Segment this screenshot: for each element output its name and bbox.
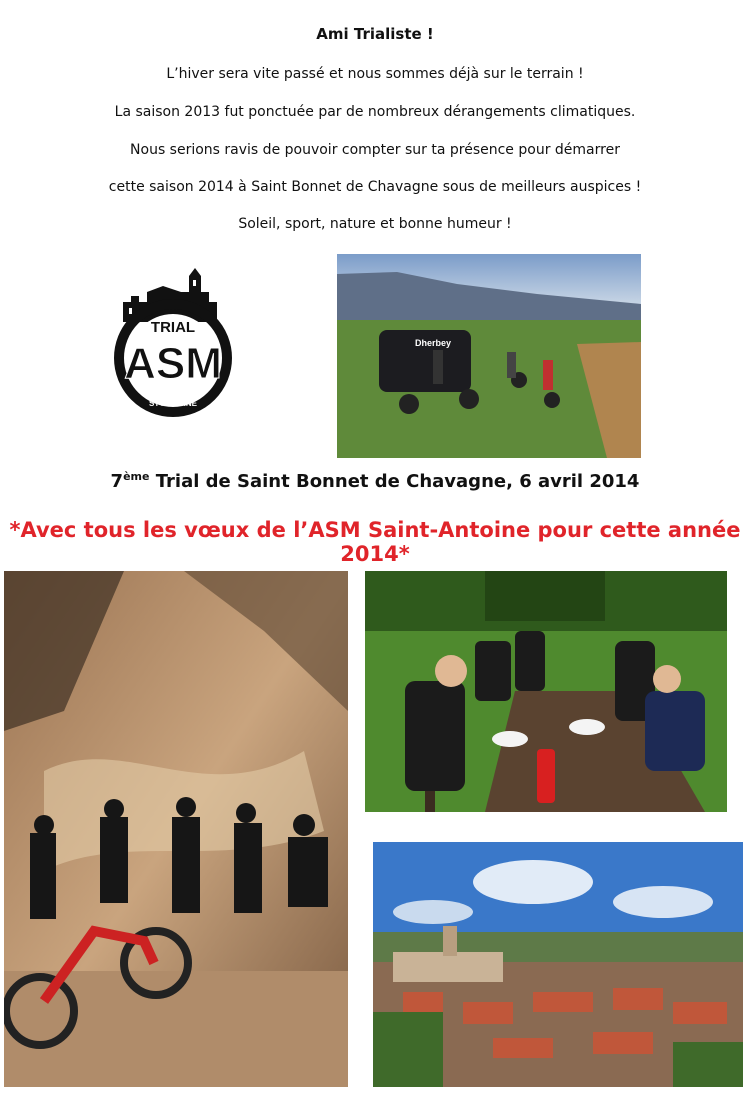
- picnic-table-photo: [365, 571, 727, 812]
- van-lettering: Dherbey: [415, 338, 452, 348]
- event-number: 7: [110, 471, 124, 492]
- letter-line: Soleil, sport, nature et bonne humeur !: [238, 216, 512, 232]
- logo-st-antoine-text: ST ANTOINE: [148, 399, 198, 408]
- letter-line: La saison 2013 fut ponctuée par de nombreux dérangements climatiques.: [114, 104, 636, 120]
- logo-asm-text: ASM: [124, 339, 222, 388]
- wishes-banner: *Avec tous les vœux de l’ASM Saint-Antoine pour cette année 2014*: [9, 518, 741, 566]
- event-title: [0, 470, 750, 492]
- letter-line: Nous serions ravis de pouvoir compter sur ta présence pour démarrer: [130, 142, 620, 158]
- letter-greeting: Ami Trialiste !: [316, 25, 434, 43]
- event-name: Trial de Saint Bonnet de Chavagne, 6 avril 2014: [149, 471, 640, 492]
- rock-wall-riders-photo: [4, 571, 348, 1087]
- riders-field-photo: [337, 254, 641, 458]
- asm-trial-logo: [103, 262, 243, 422]
- village-view-photo: [373, 842, 743, 1087]
- letter-line: cette saison 2014 à Saint Bonnet de Chavagne sous de meilleurs auspices !: [108, 179, 642, 195]
- event-ordinal: ème: [123, 470, 150, 483]
- logo-trial-text: TRIAL: [150, 319, 196, 336]
- letter-line: L’hiver sera vite passé et nous sommes déjà sur le terrain !: [166, 66, 584, 82]
